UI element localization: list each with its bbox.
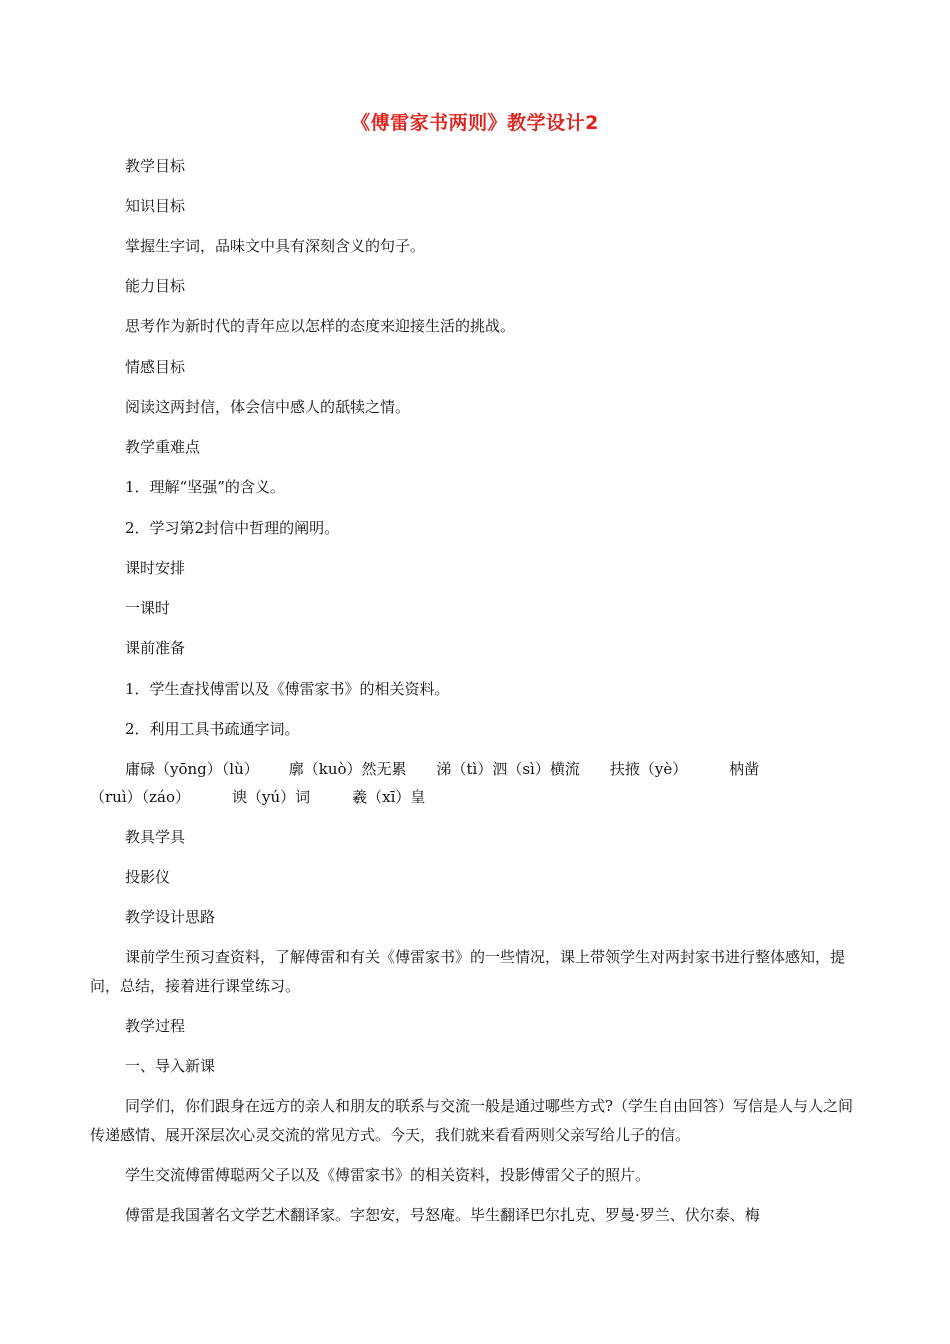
paragraph-design-idea: 课前学生预习查资料，了解傅雷和有关《傅雷家书》的一些情况，课上带领学生对两封家书进行整体感知，提问，总结，接着进行课堂练习。 (90, 948, 846, 995)
vocab-item: 羲（xī）皇 (352, 788, 426, 806)
list-item-preparation-1: 1．学生查找傅雷以及《傅雷家书》的相关资料。 (125, 680, 450, 698)
heading-preparation: 课前准备 (125, 639, 186, 657)
heading-key-points: 教学重难点 (125, 438, 201, 456)
vocab-item: （ruì）（záo） (90, 788, 191, 806)
heading-schedule: 课时安排 (125, 559, 186, 577)
heading-process: 教学过程 (125, 1017, 186, 1035)
vocab-item: 谀（yú）词 (232, 788, 311, 806)
paragraph-student-exchange: 学生交流傅雷傅聪两父子以及《傅雷家书》的相关资料，投影傅雷父子的照片。 (125, 1166, 651, 1184)
paragraph-schedule: 一课时 (125, 599, 171, 617)
heading-design-idea: 教学设计思路 (125, 908, 216, 926)
heading-emotion-goals: 情感目标 (125, 358, 186, 376)
paragraph-ability-goals: 思考作为新时代的青年应以怎样的态度来迎接生活的挑战。 (125, 317, 516, 335)
vocab-item: 枘凿 (729, 760, 760, 778)
paragraph-introduction: 同学们，你们跟身在远方的亲人和朋友的联系与交流一般是通过哪些方式?（学生自由回答）写信是人与人之间传递感情、展开深层次心灵交流的常见方式。今天，我们就来看看两则父亲写给儿子的信。 (90, 1097, 854, 1144)
heading-ability-goals: 能力目标 (125, 277, 186, 295)
paragraph-fu-lei-bio: 傅雷是我国著名文学艺术翻译家。字恕安，号怒庵。毕生翻译巴尔扎克、罗曼·罗兰、伏尔泰、梅 (125, 1206, 760, 1224)
paragraph-emotion-goals: 阅读这两封信，体会信中感人的舐犊之情。 (125, 398, 411, 416)
paragraph-knowledge-goals: 掌握生字词，品味文中具有深刻含义的句子。 (125, 237, 426, 255)
heading-knowledge-goals: 知识目标 (125, 197, 186, 215)
vocab-item: 庸碌（yōng）（lù） (125, 760, 259, 778)
vocab-line-1 (90, 755, 862, 784)
vocab-item: 扶掖（yè） (609, 760, 688, 778)
list-item-key-point-2: 2．学习第2封信中哲理的阐明。 (125, 519, 340, 537)
list-item-preparation-2: 2．利用工具书疏通字词。 (125, 720, 300, 738)
heading-tools: 教具学具 (125, 828, 186, 846)
vocab-item: 涕（tì）泗（sì）横流 (436, 760, 580, 778)
vocab-line-2 (90, 783, 862, 812)
document-title: 《傅雷家书两则》教学设计2 (351, 112, 599, 134)
paragraph-tools: 投影仪 (125, 868, 171, 886)
heading-introduction: 一、导入新课 (125, 1057, 216, 1075)
list-item-key-point-1: 1．理解“坚强”的含义。 (125, 478, 285, 496)
heading-teaching-goals: 教学目标 (125, 157, 186, 175)
vocab-item: 廓（kuò）然无累 (288, 760, 407, 778)
